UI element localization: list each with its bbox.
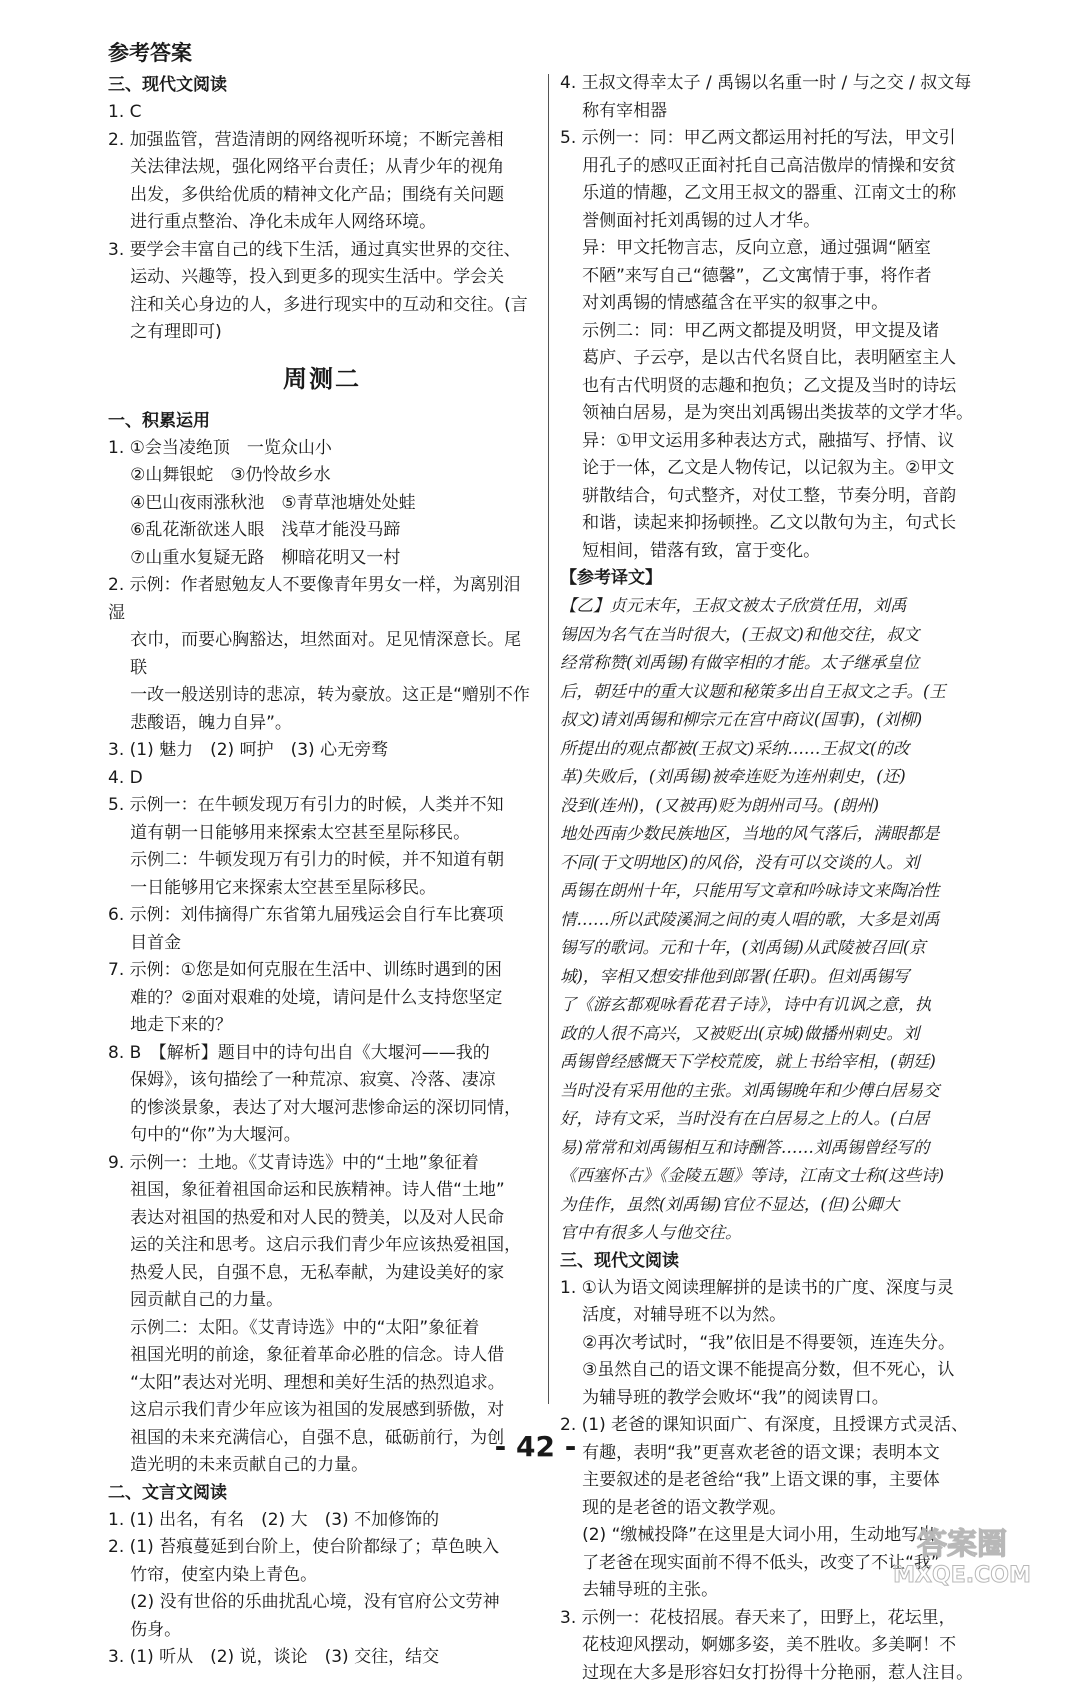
answer-2: 2. 加强监管，营造清朗的网络视听环境；不断完善相 关法律法规，强化网络平台责任；从青少年的视角 出发，多供给优质的精神文化产品；围绕有关问题 进行重点整治、净化未成年人网络环境。 [108,127,536,237]
section-classical: 二、文言文阅读 [108,1480,536,1507]
watermark-logo [877,1520,1047,1590]
week-test-title: 周测二 [108,359,536,394]
answer-c5: 5. 示例一：同：甲乙两文都运用衬托的写法，甲文引 用孔子的感叹正面衬托自己高洁傲岸的情操和安贫 乐道的情趣，乙文用王叔文的器重、江南文士的称 誉侧面衬托刘禹锡的过人才华。 异：甲文托物言志，反向立意，通过强调“陋室 不陋”来写自己“德馨”，乙文寓情于事，将作者 对刘禹锡的情感蕴含在平实的叙事之中。 示例二：同：甲乙两文都提及明贤，甲文提及诸 葛庐、子云亭，是以古代名贤自比，表明陋室主人 也有古代明贤的志趣和抱负；乙文提及当时的诗坛 领袖白居易，是为突出刘禹锡出类拔萃的文学才华。 异：①甲文运用多种表达方式，融描写、抒情、议 论于一体，乙文是人物传记，以记叙为主。②甲文 骈散结合，句式整齐，对仗工整，节奏分明，音韵 和谐，读起来抑扬顿挫。乙文以散句为主，句式长 短相间，错落有致，富于变化。 [560,125,1012,565]
page-number: - 42 - [0,1430,1071,1463]
watermark-top: 答案圈 [917,1527,1007,1562]
answer-b5: 5. 示例一：在牛顿发现万有引力的时候，人类并不知 道有朝一日能够用来探索太空甚至星际移民。 示例二：牛顿发现万有引力的时候，并不知道有朝 一日能够用它来探索太空甚至星际移民。 [108,792,536,902]
reference-translation: 【乙】贞元末年，王叔文被太子欣赏任用，刘禹 锡因为名气在当时很大，(王叔文)和他交往，叔文 经常称赞(刘禹锡)有做宰相的才能。太子继承皇位 后，朝廷中的重大议题和秘策多出自王叔文之手。(王 叔文)请刘禹锡和柳宗元在宫中商议(国事)，(刘柳) 所提出的观点都被(王叔文)采纳……王叔文(的改 革)失败后，(刘禹锡)被牵连贬为连州刺史，(还) 没到(连州)，(又被再)贬为朗州司马。(朗州) 地处西南少数民族地区，当地的风气落后，满眼都是 不同(于文明地区)的风俗，没有可以交谈的人。刘 禹锡在朗州十年，只能用写文章和吟咏诗文来陶冶性 情……所以武陵溪洞之间的夷人唱的歌，大多是刘禹 锡写的歌词。元和十年，(刘禹锡)从武陵被召回(京 城)，宰相又想安排他到郎署(任职)。但刘禹锡写 了《游玄都观咏看花君子诗》，诗中有讥讽之意，执 政的人很不高兴，又被贬出(京城)做播州刺史。刘 禹锡曾经感慨天下学校荒废，就上书给宰相，(朝廷) 当时没有采用他的主张。刘禹锡晚年和少傅白居易交 好，诗有文采，当时没有在白居易之上的人。(白居 易)常常和刘禹锡相互和诗酬答……刘禹锡曾经写的 《西塞怀古》《金陵五题》等诗，江南文士称(这些诗) 为佳作，虽然(刘禹锡)官位不显达，(但)公卿大 官中有很多人与他交往。 [560,592,1012,1248]
answer-b2: 2. 示例：作者慰勉友人不要像青年男女一样，为离别泪湿 衣巾，而要心胸豁达，坦然面对。足见情深意长。尾联 一改一般送别诗的悲凉，转为豪放。这正是“赠别不作 悲酸语，魄力自异”。 [108,572,536,737]
reference-translation-heading: 【参考译文】 [560,565,1012,592]
answer-b6: 6. 示例：刘伟摘得广东省第九届残运会自行车比赛项 目首金 [108,902,536,957]
answer-b9: 9. 示例一：土地。《艾青诗选》中的“土地”象征着 祖国，象征着祖国命运和民族精神。诗人借“土地” 表达对祖国的热爱和对人民的赞美，以及对人民命 运的关注和思考。这启示我们青少年应该热爱祖国， 热爱人民，自强不息，无私奉献，为建设美好的家 园贡献自己的力量。 示例二：太阳。《艾青诗选》中的“太阳”象征着 祖国光明的前途，象征着革命必胜的信念。诗人借 “太阳”表达对光明、理想和美好生活的热烈追求。 这启示我们青少年应该为祖国的发展感到骄傲，对 祖国的未来充满信心，自强不息，砥砺前行，为创 造光明的未来贡献自己的力量。 [108,1150,536,1480]
answer-c4: 4. 王叔文得幸太子 / 禹锡以名重一时 / 与之交 / 叔文每 称有宰相器 [560,70,1012,125]
answer-c2: 2. (1) 苔痕蔓延到台阶上，使台阶都绿了；草色映入 竹帘，使室内染上青色。 (2) 没有世俗的乐曲扰乱心境，没有官府公文劳神 伤身。 [108,1534,536,1644]
answer-3: 3. 要学会丰富自己的线下生活，通过真实世界的交往、 运动、兴趣等，投入到更多的现实生活中。学会关 注和关心身边的人，多进行现实中的互动和交往。(言 之有理即可) [108,237,536,347]
answer-c1: 1. (1) 出名，有名 (2) 大 (3) 不加修饰的 [108,1507,536,1535]
watermark-bottom: MXQE.COM [893,1563,1031,1588]
column-divider [548,74,549,1404]
left-column [108,38,536,1672]
answer-b3: 3. (1) 魅力 (2) 呵护 (3) 心无旁骛 [108,737,536,765]
answer-1: 1. C [108,99,536,127]
section-accumulation: 一、积累运用 [108,408,536,435]
answer-b7: 7. 示例：①您是如何克服在生活中、训练时遇到的困 难的？②面对艰难的处境，请问是什么支持您坚定 地走下来的？ [108,957,536,1040]
page-title: 参考答案 [108,38,536,68]
section-modern-reading-3: 三、现代文阅读 [560,1248,1012,1275]
section-modern-reading-1: 三、现代文阅读 [108,72,536,99]
answer-b4: 4. D [108,765,536,793]
answer-d3: 3. 示例一：花枝招展。春天来了，田野上，花坛里， 花枝迎风摆动，婀娜多姿，美不胜收。多美啊！不 过现在大多是形容妇女打扮得十分艳丽，惹人注目。 [560,1605,1012,1687]
answer-d1: 1. ①认为语文阅读理解拼的是读书的广度、深度与灵 活度，对辅导班不以为然。 ②再次考试时，“我”依旧是不得要领，连连失分。 ③虽然自己的语文课不能提高分数，但不死心，认 为辅导班的教学会败坏“我”的阅读胃口。 [560,1275,1012,1413]
answer-d2: 2. (1) 老爸的课知识面广、有深度，且授课方式灵活、 有趣，表明“我”更喜欢老爸的语文课；表明本文 主要叙述的是老爸给“我”上语文课的事，主要体 现的是老爸的语文教学观。 (2) “缴械投降”在这里是大词小用，生动地写出 了老爸在现实面前不得不低头，改变了不让“我” 去辅导班的主张。 [560,1412,1012,1605]
answer-c3: 3. (1) 听从 (2) 说，谈论 (3) 交往，结交 [108,1644,536,1672]
answer-b1: 1. ①会当凌绝顶 一览众山小 ②山舞银蛇 ③仍怜故乡水 ④巴山夜雨涨秋池 ⑤青草池塘处处蛙 ⑥乱花渐欲迷人眼 浅草才能没马蹄 ⑦山重水复疑无路 柳暗花明又一村 [108,435,536,573]
answer-b8: 8. B 【解析】题目中的诗句出自《大堰河——我的 保姆》，该句描绘了一种荒凉、寂寞、冷落、凄凉 的惨淡景象，表达了对大堰河悲惨命运的深切同情， 句中的“你”为大堰河。 [108,1040,536,1150]
